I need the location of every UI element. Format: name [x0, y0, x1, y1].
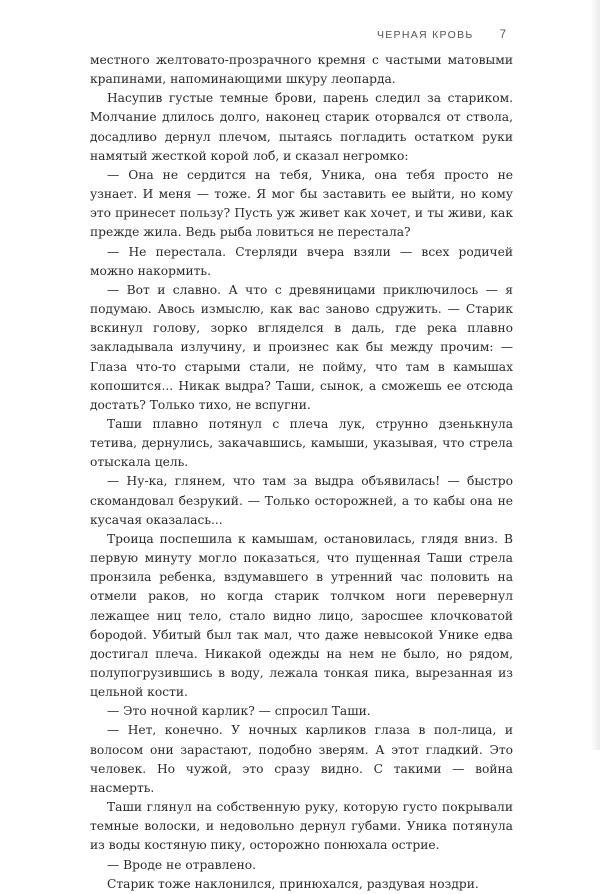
- page-edge-shadow: [590, 0, 600, 750]
- paragraph: Старик тоже наклонился, принюхался, раздувая ноздри.: [107, 876, 479, 891]
- paragraph: — Нет, конечно. У ночных карликов глаза в пол-лица, и волосом они зарастают, подобно зверям. А этот гладкий. Это человек. Но чужой, это сразу видно. С такими — война насмерть.: [90, 723, 513, 795]
- paragraph: Таши плавно потянул с плеча лук, струнно дзенькнула тетива, дернулись, закачавшись, камыши, указывая, что стрела отыскала цель.: [90, 416, 513, 470]
- paragraph: — Не перестала. Стерляди вчера взяли — всех родичей можно накормить.: [90, 244, 513, 278]
- running-header: [377, 29, 506, 41]
- body-text: [90, 51, 513, 894]
- paragraph: Таши глянул на собственную руку, которую густо покрывали темные волоски, и недовольно дернул губами. Уника потянула из воды костяную пику, осторожно понюхала острие.: [90, 800, 513, 853]
- paragraph: — Вот и славно. А что с древяницами приключилось — я подумаю. Авось измыслю, как вас заново сдружить. — Старик вскинул голову, зорко вгляделся в даль, где река плавно закладывала излучину, и произнес как бы между прочим: — Глаза что-то старыми стали, не пойму, что там в камышах копошится... Никак выдра? Таши, сынок, а сможешь ее отсюда достать? Только тихо, не вспугни.: [90, 282, 513, 412]
- page-number: 7: [499, 29, 506, 41]
- paragraph: — Это ночной карлик? — спросил Таши.: [107, 704, 371, 719]
- paragraph: местного желтовато-прозрачного кремня с частыми матовыми крапинами, напоминающими шкуру леопарда.: [90, 53, 513, 87]
- paragraph: — Вроде не отравлено.: [107, 857, 257, 872]
- paragraph: — Ну-ка, глянем, что там за выдра объявилась! — быстро скомандовал безрукий. — Только осторожней, а то кабы она не кусачая оказалась...: [90, 474, 513, 527]
- paragraph: Троица поспешила к камышам, остановилась, глядя вниз. В первую минуту могло показаться, что пущенная Таши стрела пронзила ребенка, вздумавшего в утренний час половить на отмели раков, но когда старик толчком ноги перевернул лежащее ниц тело, стало видно лицо, заросшее клочковатой бородой. Убитый был так мал, что даже невысокой Унике едва достигал плеча. Никакой одежды на нем не было, но рядом, полупогрузившись в воду, лежала тонкая пика, вырезанная из цельной кости.: [90, 531, 513, 700]
- running-title: ЧЕРНАЯ КРОВЬ: [376, 29, 474, 41]
- paragraph: — Она не сердится на тебя, Уника, она тебя просто не узнает. И меня — тоже. Я мог бы заставить ее выйти, но кому это принесет пользу? Пусть уж живет как хочет, и ты живи, как прежде жила. Ведь рыба ловиться не перестала?: [90, 167, 513, 240]
- paragraph: Насупив густые темные брови, парень следил за стариком. Молчание длилось долго, наконец старик оторвался от ствола, досадливо дернул плечом, пытаясь погладить остатком руки намятый жесткой корой лоб, и сказал негромко:: [90, 91, 513, 163]
